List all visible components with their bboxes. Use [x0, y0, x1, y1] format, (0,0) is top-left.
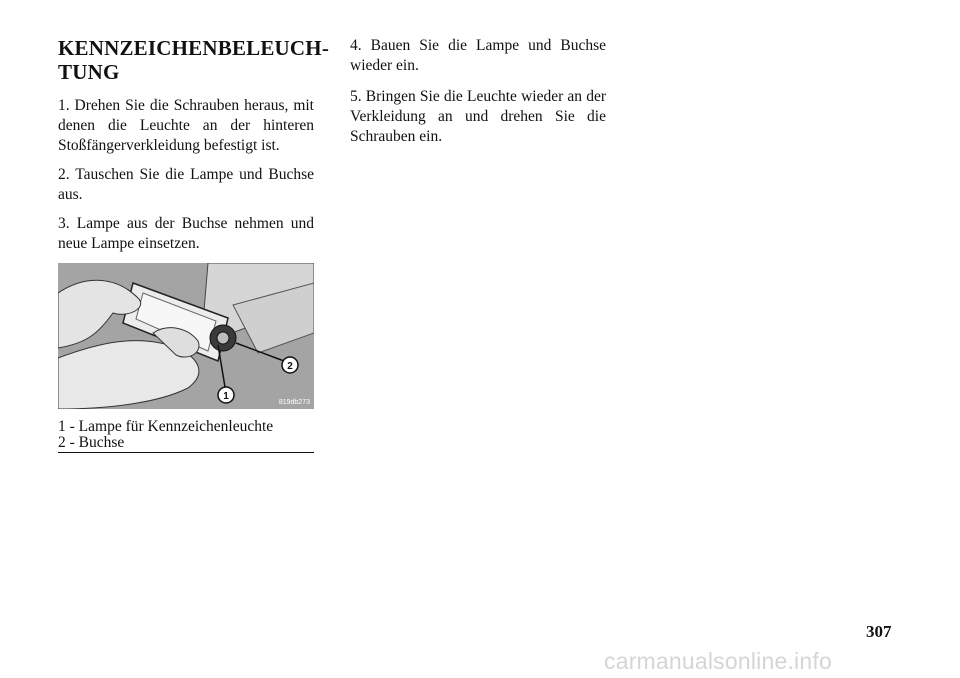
- left-column: [58, 36, 330, 453]
- figure-code: 819db273: [278, 399, 310, 406]
- section-heading: KENNZEICHENBELEUCH- TUNG: [58, 36, 330, 84]
- illustration-drawing: [58, 263, 314, 409]
- caption-line-2: 2 - Buchse: [58, 434, 125, 451]
- step-2: 2. Tauschen Sie die Lampe und Buchse aus.: [58, 166, 314, 203]
- step-3: 3. Lampe aus der Buchse nehmen und neue Lampe einsetzen.: [58, 215, 314, 252]
- right-column: [350, 36, 606, 158]
- footer-watermark: carmanualsonline.info: [604, 648, 832, 674]
- step-5: 5. Bringen Sie die Leuchte wieder an der Verkleidung an und drehen Sie die Schrauben ein.: [350, 88, 606, 145]
- callout-1: 1: [223, 391, 229, 402]
- lamp-socket-illustration: [58, 263, 314, 409]
- figure-caption: [58, 409, 314, 453]
- caption-line-1: 1 - Lampe für Kennzeichenleuchte: [58, 418, 274, 435]
- step-4: 4. Bauen Sie die Lampe und Buchse wieder ein.: [350, 37, 606, 74]
- page-number: 307: [866, 622, 892, 641]
- callout-2: 2: [287, 361, 293, 372]
- step-1: 1. Drehen Sie die Schrauben heraus, mit denen die Leuchte an der hinteren Stoßfängerverkleidung befestigt ist.: [58, 97, 314, 154]
